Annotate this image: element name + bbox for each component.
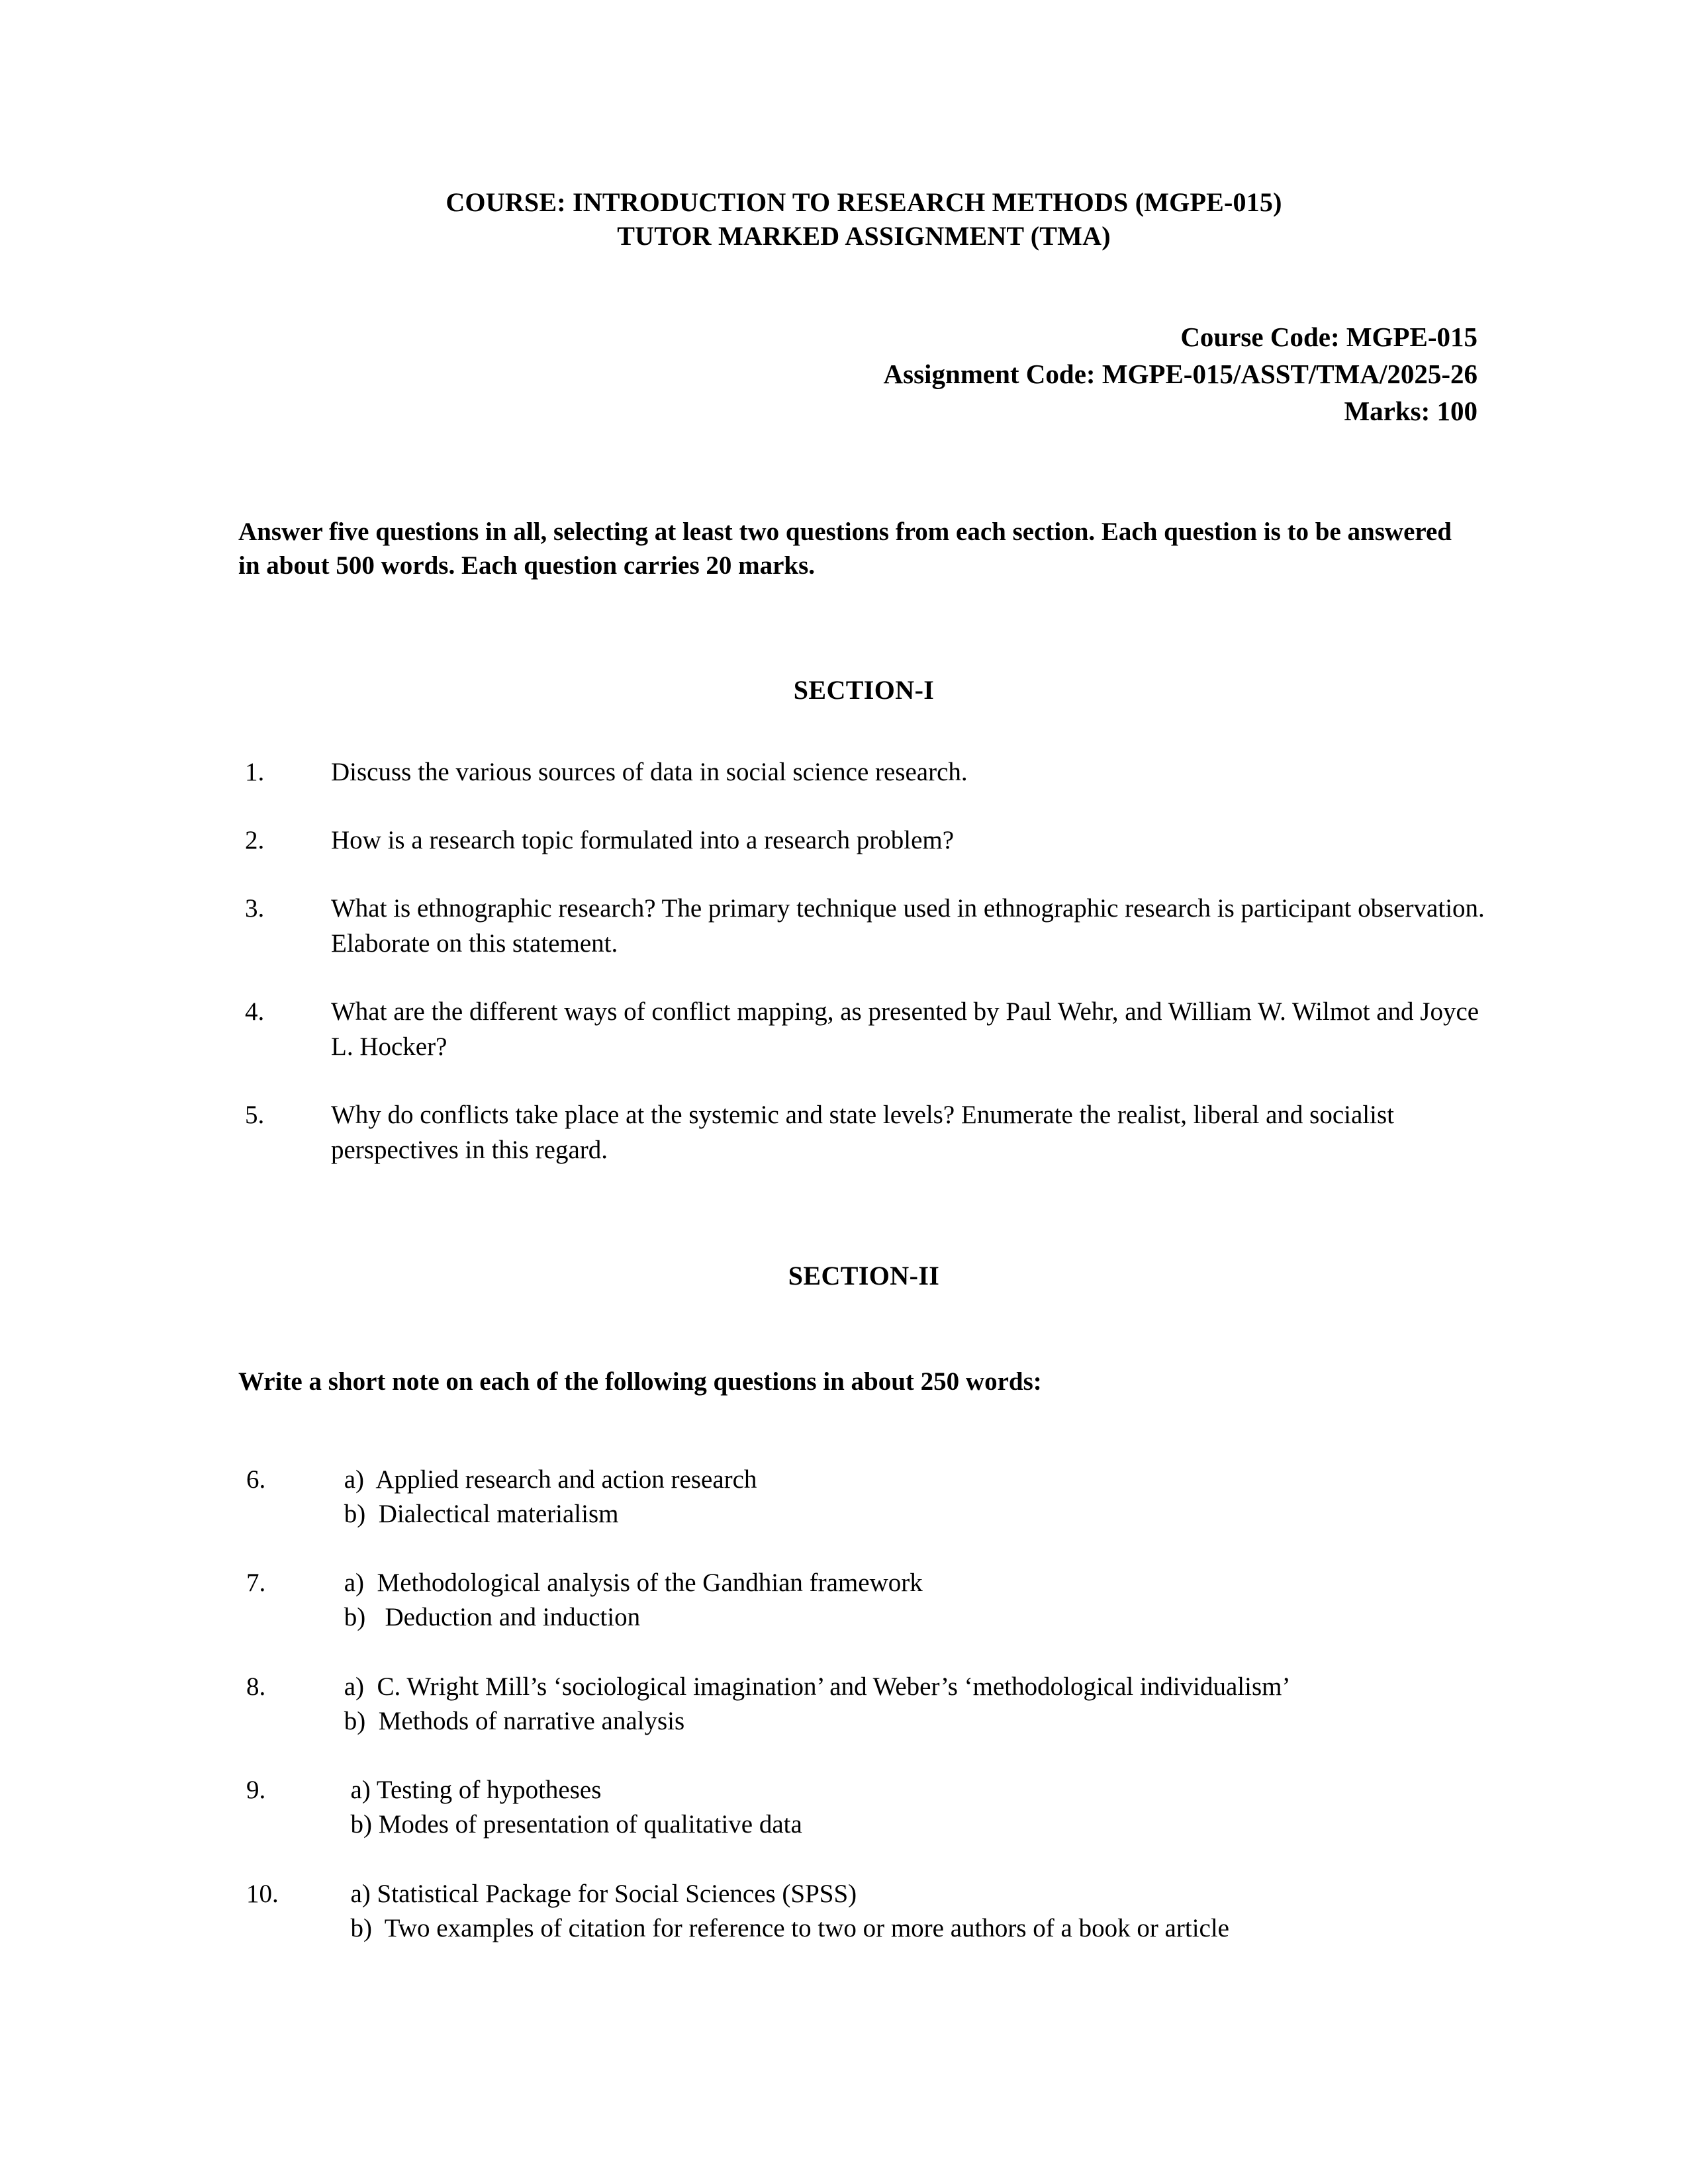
- question-number: 3.: [245, 893, 265, 923]
- section-one-heading: SECTION-I: [793, 674, 935, 705]
- question-item: [238, 1773, 1489, 1843]
- question-item: [238, 754, 1489, 790]
- question-item: [238, 1097, 1489, 1167]
- title-line-course: COURSE: INTRODUCTION TO RESEARCH METHODS (MGPE-015): [445, 187, 1282, 217]
- question-number: 4.: [245, 997, 265, 1026]
- document-content: [238, 185, 1489, 1980]
- marks: Marks: 100: [1344, 395, 1477, 426]
- question-part-b: b) Deduction and induction: [338, 1603, 641, 1632]
- question-text: How is a research topic formulated into a research problem?: [331, 825, 955, 854]
- question-part-a: a) C. Wright Mill’s ‘sociological imagination’ and Weber’s ‘methodological individualism’: [338, 1672, 1291, 1701]
- question-part-a: a) Statistical Package for Social Sciences (SPSS): [338, 1879, 857, 1908]
- question-item: [238, 1877, 1489, 1946]
- general-instruction: Answer five questions in all, selecting at least two questions from each section. Each question is to be answered in about 500 words. Each question carries 20 marks.: [238, 517, 1452, 580]
- question-part-a: a) Methodological analysis of the Gandhian framework: [338, 1569, 923, 1597]
- question-item: [238, 1463, 1489, 1532]
- question-item: [238, 891, 1489, 961]
- question-number: 10.: [246, 1879, 279, 1908]
- question-item: [238, 823, 1489, 858]
- question-part-a: a) Applied research and action research: [338, 1465, 757, 1494]
- question-part-b: b) Methods of narrative analysis: [338, 1706, 685, 1735]
- question-number: 2.: [245, 825, 265, 854]
- question-parts: [338, 1773, 1489, 1843]
- course-code-block: [238, 319, 1489, 430]
- question-part-b: b) Dialectical materialism: [338, 1499, 619, 1528]
- question-part-b: b) Modes of presentation of qualitative data: [338, 1810, 802, 1839]
- question-parts: [338, 1566, 1489, 1635]
- question-item: [238, 994, 1489, 1064]
- course-code: Course Code: MGPE-015: [1180, 322, 1477, 353]
- section-one-question-list: [238, 754, 1489, 1167]
- section-two-heading: SECTION-II: [788, 1260, 940, 1291]
- question-number: 7.: [246, 1569, 266, 1597]
- question-item: [238, 1670, 1489, 1739]
- question-text: Why do conflicts take place at the systemic and state levels? Enumerate the realist, liberal and socialist perspectives in this regard.: [331, 1100, 1394, 1164]
- assignment-code: Assignment Code: MGPE-015/ASST/TMA/2025-26: [883, 359, 1477, 390]
- question-text: What is ethnographic research? The primary technique used in ethnographic research is participant observation. Elaborate on this statement.: [331, 893, 1485, 958]
- question-text: Discuss the various sources of data in social science research.: [331, 757, 968, 786]
- question-part-b: b) Two examples of citation for reference to two or more authors of a book or article: [338, 1913, 1229, 1942]
- question-part-a: a) Testing of hypotheses: [338, 1776, 602, 1804]
- title-line-tma: TUTOR MARKED ASSIGNMENT (TMA): [617, 221, 1111, 251]
- question-text: What are the different ways of conflict mapping, as presented by Paul Wehr, and William W. Wilmot and Joyce L. Hocker?: [331, 997, 1479, 1061]
- question-number: 9.: [246, 1776, 266, 1804]
- section-two-question-list: [238, 1463, 1489, 1946]
- question-parts: [338, 1670, 1489, 1739]
- question-number: 6.: [246, 1465, 266, 1494]
- question-number: 8.: [246, 1672, 266, 1701]
- question-number: 1.: [245, 757, 265, 786]
- question-parts: [338, 1463, 1489, 1532]
- question-number: 5.: [245, 1100, 265, 1129]
- question-item: [238, 1566, 1489, 1635]
- section-two-instruction: Write a short note on each of the following questions in about 250 words:: [238, 1367, 1042, 1396]
- question-parts: [338, 1877, 1489, 1946]
- document-title: [238, 185, 1489, 253]
